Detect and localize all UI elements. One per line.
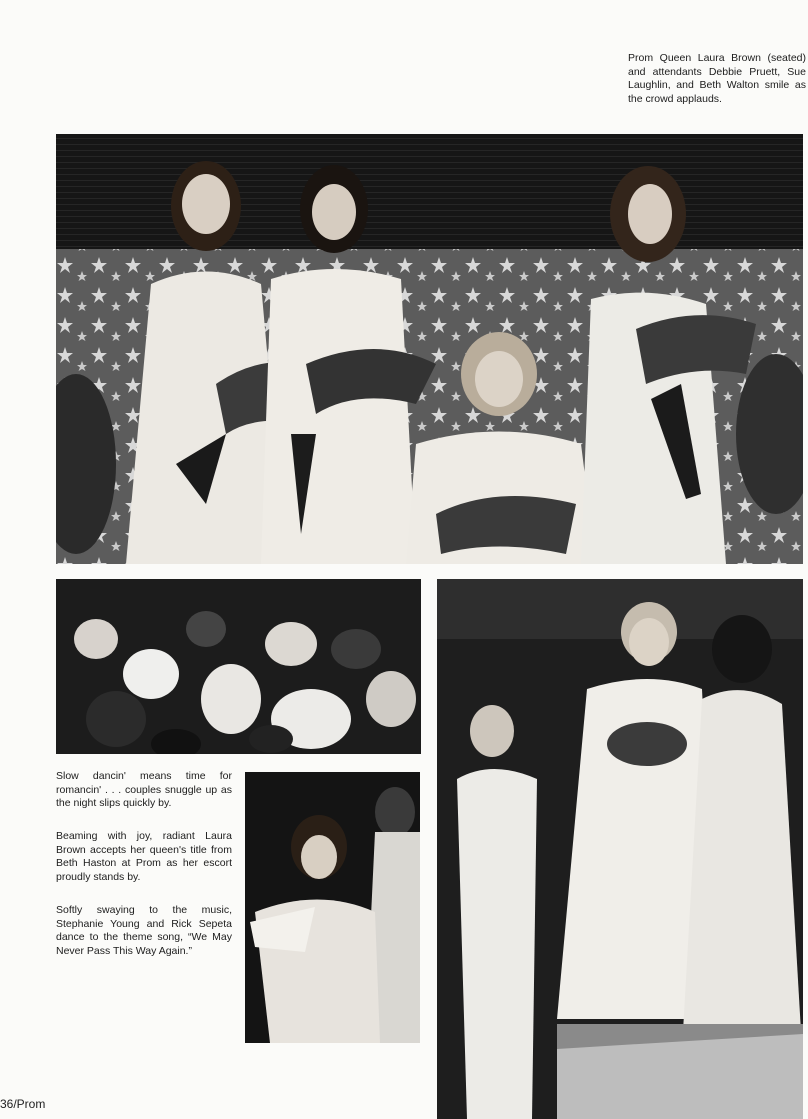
caption-prom-court: Prom Queen Laura Brown (seated) and attendants Debbie Pruett, Sue Laughlin, and Beth Walton smile as the crowd applauds.	[628, 52, 806, 105]
photo-crowning	[437, 579, 803, 1119]
photo-prom-court	[56, 134, 803, 564]
caption-crowning: Beaming with joy, radiant Laura Brown accepts her queen's title from Beth Haston at Prom as her escort proudly stands by.	[56, 830, 232, 883]
caption-swaying: Softly swaying to the music, Stephanie Young and Rick Sepeta dance to the theme song, “We May Never Pass This Way Again.”	[56, 904, 232, 957]
caption-slow-dance: Slow dancin' means time for romancin' . . . couples snuggle up as the night slips quickly by.	[56, 770, 232, 809]
page-folio: 36/Prom	[0, 1097, 46, 1111]
photo-dancing-couple	[245, 772, 420, 1043]
photo-slow-dance-crowd	[56, 579, 421, 754]
